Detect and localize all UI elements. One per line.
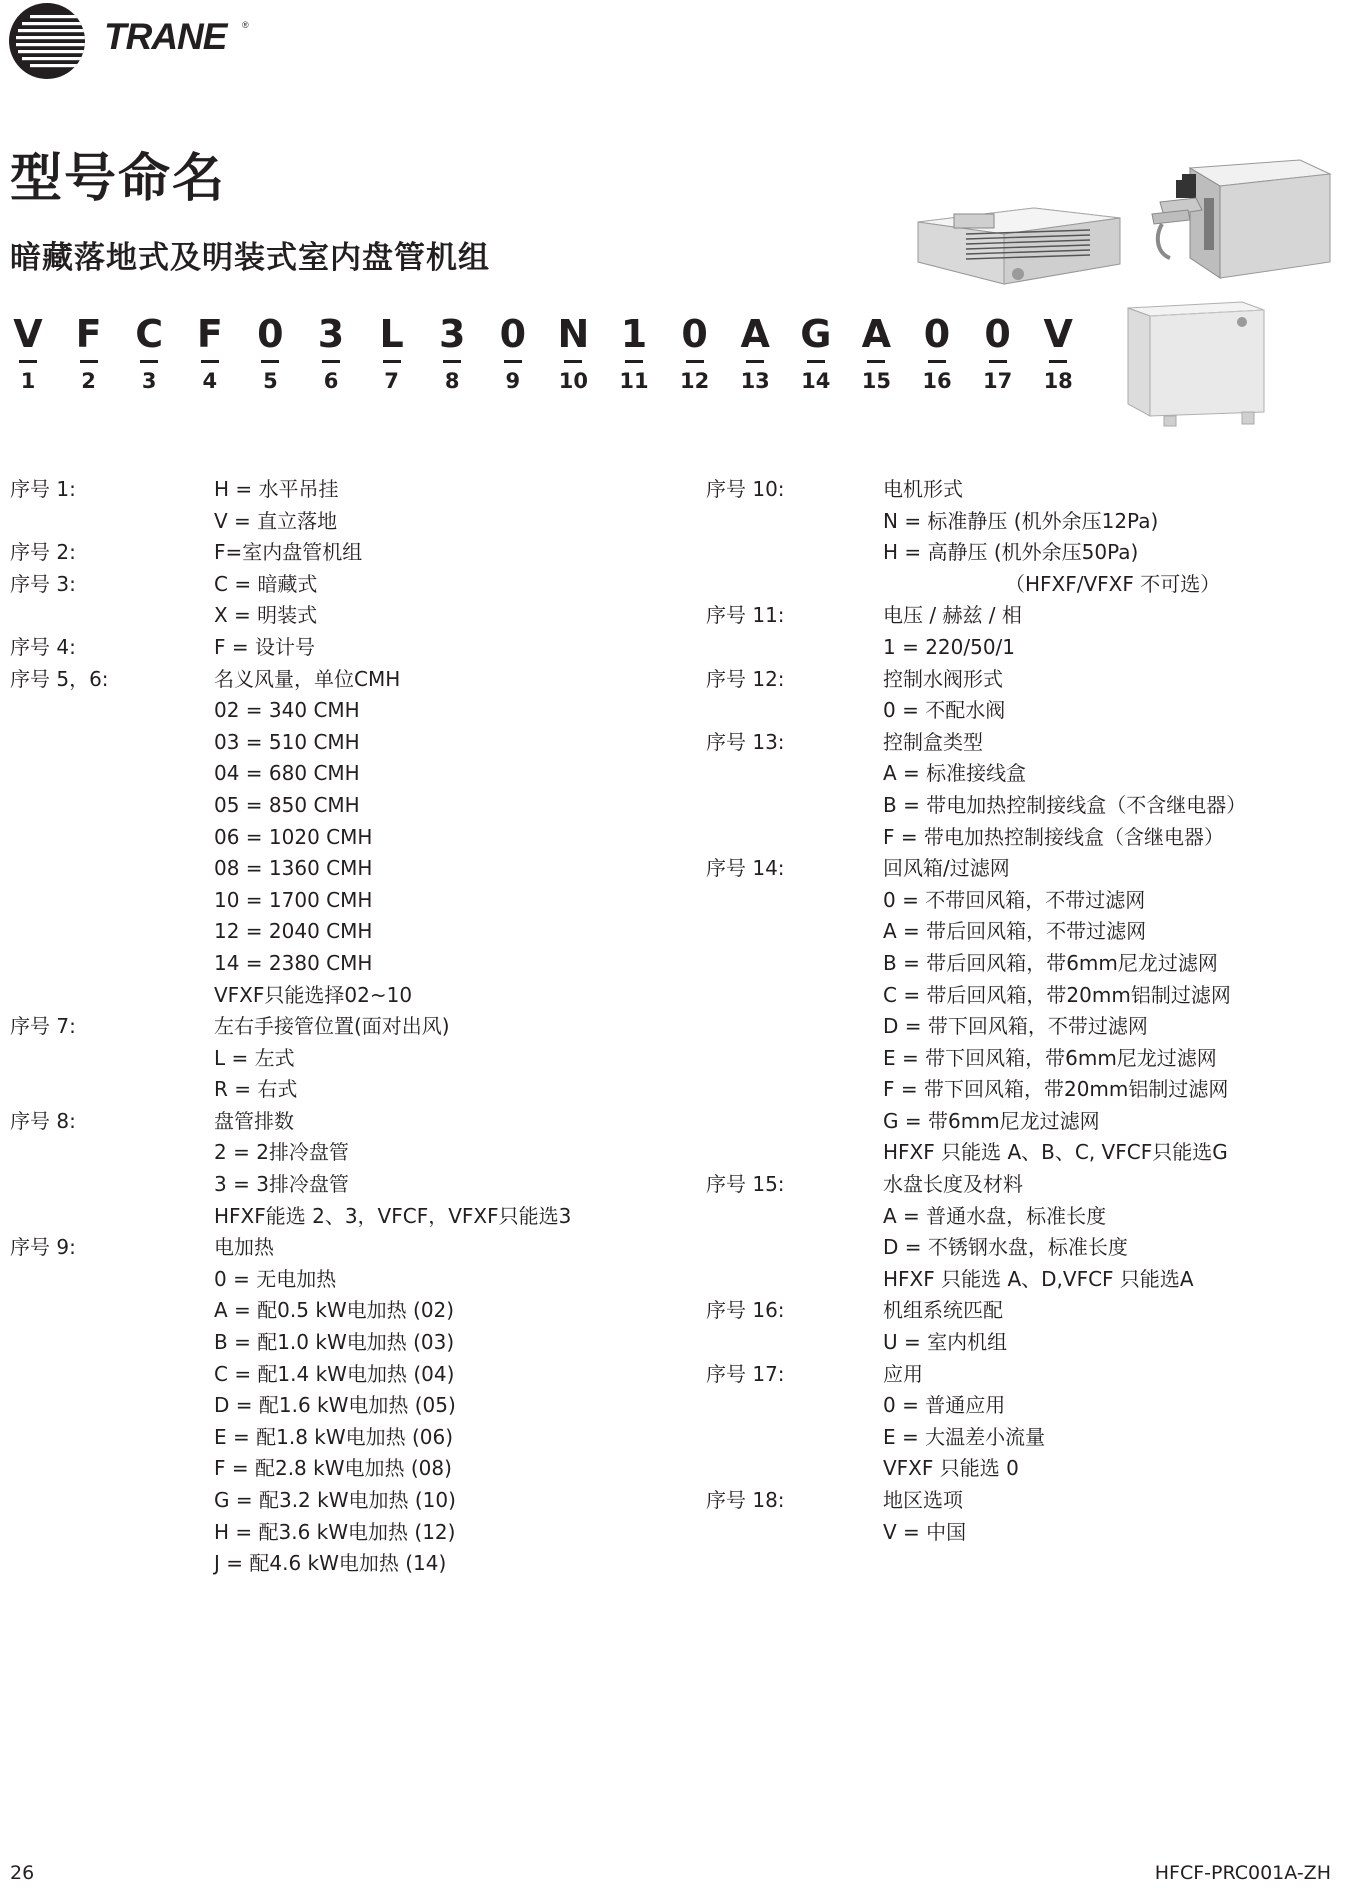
model-code-underline bbox=[201, 360, 219, 363]
spec-row bbox=[706, 1264, 1194, 1296]
spec-value: B = 带后回风箱，带6mm尼龙过滤网 bbox=[883, 950, 1218, 975]
model-code-position bbox=[126, 312, 172, 393]
model-code-underline bbox=[443, 360, 461, 363]
spec-row bbox=[706, 727, 983, 759]
trane-logo bbox=[8, 2, 268, 78]
spec-row bbox=[706, 1359, 923, 1391]
spec-value: 08 = 1360 CMH bbox=[214, 856, 373, 881]
spec-value: G = 配3.2 kW电加热 (10) bbox=[214, 1488, 456, 1512]
model-code-position bbox=[66, 312, 112, 393]
spec-row bbox=[706, 1169, 1023, 1201]
model-code-number: 7 bbox=[384, 369, 399, 393]
model-code-underline bbox=[807, 360, 825, 363]
model-code-letter: L bbox=[379, 312, 404, 356]
spec-value: HFXF能选 2、3，VFCF，VFXF只能选3 bbox=[214, 1203, 572, 1228]
model-code-letter: F bbox=[75, 312, 102, 356]
brand-wordmark: TRANE bbox=[104, 16, 227, 57]
spec-row bbox=[706, 1232, 1128, 1264]
spec-label: 序号 14: bbox=[706, 856, 785, 881]
spec-row bbox=[706, 1043, 1217, 1075]
spec-value: F = 配2.8 kW电加热 (08) bbox=[214, 1456, 452, 1481]
model-code-underline bbox=[867, 360, 885, 363]
model-code-letter: 0 bbox=[257, 312, 284, 356]
model-code-number: 8 bbox=[444, 369, 460, 393]
spec-value: G = 带6mm尼龙过滤网 bbox=[883, 1108, 1100, 1133]
section-title: 暗藏落地式及明装式室内盘管机组 bbox=[10, 240, 490, 276]
model-code-breakdown bbox=[0, 312, 1100, 392]
spec-value: A = 普通水盘，标准长度 bbox=[883, 1203, 1107, 1228]
model-code-position bbox=[732, 312, 778, 393]
model-code-position bbox=[793, 312, 839, 393]
spec-value: J = 配4.6 kW电加热 (14) bbox=[214, 1551, 447, 1576]
model-code-letter: N bbox=[557, 312, 590, 356]
spec-value: 0 = 普通应用 bbox=[883, 1393, 1006, 1418]
horizontal-concealed-unit-photo bbox=[914, 200, 1124, 296]
spec-row bbox=[706, 980, 1231, 1012]
model-code-letter: 0 bbox=[984, 312, 1011, 356]
model-code-number: 16 bbox=[922, 369, 952, 393]
spec-row bbox=[706, 822, 1224, 854]
spec-row bbox=[706, 474, 963, 506]
model-code-number: 18 bbox=[1043, 369, 1073, 393]
model-code-number: 6 bbox=[323, 369, 339, 393]
spec-value: B = 带电加热控制接线盒（不含继电器） bbox=[883, 792, 1247, 817]
model-code-underline bbox=[564, 360, 582, 363]
model-code-letter: A bbox=[861, 312, 892, 356]
spec-row bbox=[706, 695, 1006, 727]
model-code-letter: F bbox=[196, 312, 223, 356]
spec-value: D = 配1.6 kW电加热 (05) bbox=[214, 1393, 456, 1418]
spec-value: 2 = 2排冷盘管 bbox=[214, 1140, 349, 1165]
model-code-underline bbox=[19, 360, 37, 363]
spec-label: 序号 10: bbox=[706, 477, 785, 501]
spec-value: H = 水平吊挂 bbox=[214, 477, 339, 501]
spec-value: L = 左式 bbox=[214, 1045, 295, 1070]
model-code-underline bbox=[504, 360, 522, 363]
spec-label: 序号 15: bbox=[706, 1172, 785, 1197]
vertical-exposed-cabinet-unit-photo bbox=[1124, 300, 1270, 428]
model-code-position bbox=[853, 312, 899, 393]
spec-value: D = 不锈钢水盘，标准长度 bbox=[883, 1235, 1128, 1260]
spec-value: F = 设计号 bbox=[214, 634, 315, 659]
spec-value: 名义风量，单位CMH bbox=[214, 666, 401, 691]
model-code-position bbox=[490, 312, 536, 393]
model-code-letter: 3 bbox=[438, 312, 466, 356]
model-code-number: 4 bbox=[202, 369, 218, 393]
model-code-letter: G bbox=[800, 312, 832, 356]
spec-value: C = 配1.4 kW电加热 (04) bbox=[214, 1361, 455, 1386]
model-code-number: 10 bbox=[558, 369, 588, 393]
model-code-number: 2 bbox=[81, 369, 96, 393]
spec-value: 水盘长度及材料 bbox=[883, 1172, 1023, 1197]
spec-value: H = 高静压 (机外余压50Pa) bbox=[883, 540, 1139, 565]
spec-value: C = 暗藏式 bbox=[214, 571, 318, 596]
spec-value: 10 = 1700 CMH bbox=[214, 887, 373, 912]
spec-row bbox=[706, 569, 1221, 601]
model-code-number: 9 bbox=[505, 369, 521, 393]
model-code-letter: V bbox=[1043, 312, 1073, 356]
spec-value: 02 = 340 CMH bbox=[214, 698, 360, 723]
spec-row bbox=[706, 790, 1247, 822]
spec-row bbox=[706, 1295, 1003, 1327]
spec-value: 12 = 2040 CMH bbox=[214, 919, 373, 944]
spec-list-right bbox=[706, 474, 1247, 1548]
model-code-position bbox=[5, 312, 51, 393]
spec-row bbox=[706, 1011, 1148, 1043]
model-code-underline bbox=[746, 360, 764, 363]
spec-value: N = 标准静压 (机外余压12Pa) bbox=[883, 508, 1159, 533]
vertical-concealed-unit-photo bbox=[1140, 158, 1336, 280]
trane-circle-logo-icon bbox=[8, 2, 86, 80]
spec-row bbox=[706, 1453, 1019, 1485]
spec-value: 地区选项 bbox=[883, 1488, 963, 1512]
spec-value: E = 带下回风箱，带6mm尼龙过滤网 bbox=[883, 1045, 1217, 1070]
spec-label: 序号 16: bbox=[706, 1298, 785, 1323]
spec-row bbox=[706, 1074, 1229, 1106]
spec-label: 序号 13: bbox=[706, 729, 785, 754]
model-code-underline bbox=[928, 360, 946, 363]
spec-value: 控制盒类型 bbox=[883, 729, 983, 754]
spec-value: F = 带电加热控制接线盒（含继电器） bbox=[883, 824, 1224, 849]
model-code-number: 11 bbox=[619, 369, 649, 393]
spec-value: A = 标准接线盒 bbox=[883, 761, 1027, 786]
spec-value: 电加热 bbox=[214, 1235, 274, 1260]
spec-value: 机组系统匹配 bbox=[883, 1298, 1003, 1323]
spec-value: B = 配1.0 kW电加热 (03) bbox=[214, 1330, 455, 1355]
model-code-number: 1 bbox=[20, 369, 36, 393]
spec-value: VFXF 只能选 0 bbox=[883, 1456, 1019, 1481]
spec-value: 06 = 1020 CMH bbox=[214, 824, 373, 849]
model-code-letter: 0 bbox=[499, 312, 527, 356]
model-code-position bbox=[369, 312, 415, 393]
model-code-number: 12 bbox=[679, 369, 710, 393]
spec-value: 04 = 680 CMH bbox=[214, 761, 360, 786]
spec-row bbox=[706, 1106, 1100, 1138]
spec-value: 0 = 无电加热 bbox=[214, 1266, 337, 1291]
spec-row bbox=[706, 1327, 1008, 1359]
spec-value: 应用 bbox=[883, 1361, 923, 1386]
spec-row bbox=[706, 632, 1016, 664]
spec-value: V = 中国 bbox=[883, 1519, 967, 1544]
document-code: HFCF-PRC001A-ZH bbox=[1154, 1862, 1331, 1884]
spec-value: 14 = 2380 CMH bbox=[214, 950, 373, 975]
spec-value: 左右手接管位置(面对出风) bbox=[214, 1014, 450, 1039]
model-code-position bbox=[975, 312, 1021, 393]
model-code-number: 14 bbox=[801, 369, 831, 393]
model-code-letter: 3 bbox=[317, 312, 345, 356]
spec-label: 序号 12: bbox=[706, 666, 785, 691]
model-code-number: 15 bbox=[861, 369, 891, 393]
model-code-underline bbox=[261, 360, 279, 363]
spec-value: F=室内盘管机组 bbox=[214, 540, 363, 565]
spec-value: 回风箱/过滤网 bbox=[883, 856, 1010, 881]
spec-row bbox=[706, 1422, 1046, 1454]
model-code-number: 5 bbox=[263, 369, 278, 393]
spec-value: 电机形式 bbox=[883, 477, 963, 501]
spec-value: HFXF 只能选 A、B、C, VFCF只能选G bbox=[883, 1140, 1228, 1165]
model-code-position bbox=[308, 312, 354, 393]
spec-value: 03 = 510 CMH bbox=[214, 729, 360, 754]
spec-label: 序号 11: bbox=[706, 603, 785, 628]
spec-row bbox=[706, 1517, 967, 1549]
spec-value: 0 = 不带回风箱，不带过滤网 bbox=[883, 887, 1146, 912]
spec-value: R = 右式 bbox=[214, 1077, 298, 1102]
spec-value: 3 = 3排冷盘管 bbox=[214, 1172, 349, 1197]
spec-value: H = 配3.6 kW电加热 (12) bbox=[214, 1519, 456, 1544]
spec-row bbox=[706, 537, 1139, 569]
spec-value: A = 配0.5 kW电加热 (02) bbox=[214, 1298, 455, 1323]
model-code-letter: 0 bbox=[923, 312, 951, 356]
spec-row bbox=[706, 916, 1147, 948]
spec-value: 控制水阀形式 bbox=[883, 666, 1003, 691]
model-code-underline bbox=[686, 360, 704, 363]
spec-value: 1 = 220/50/1 bbox=[883, 634, 1016, 659]
spec-value: V = 直立落地 bbox=[214, 508, 338, 533]
spec-value: C = 带后回风箱，带20mm铝制过滤网 bbox=[883, 982, 1231, 1007]
spec-value: VFXF只能选择02~10 bbox=[214, 982, 413, 1007]
spec-value: 05 = 850 CMH bbox=[214, 792, 360, 817]
model-code-underline bbox=[322, 360, 340, 363]
spec-row bbox=[706, 506, 1159, 538]
model-code-position bbox=[672, 312, 718, 393]
model-code-letter: V bbox=[13, 312, 43, 356]
spec-value: HFXF 只能选 A、D,VFCF 只能选A bbox=[883, 1266, 1194, 1291]
spec-row bbox=[706, 853, 1010, 885]
model-code-position bbox=[187, 312, 233, 393]
model-code-position bbox=[611, 312, 657, 393]
model-code-position bbox=[1035, 312, 1081, 393]
spec-row bbox=[706, 1201, 1107, 1233]
model-code-position bbox=[429, 312, 475, 393]
spec-row bbox=[706, 758, 1027, 790]
spec-row bbox=[706, 1390, 1006, 1422]
model-code-letter: 0 bbox=[681, 312, 708, 356]
spec-value: U = 室内机组 bbox=[883, 1330, 1008, 1355]
model-code-underline bbox=[80, 360, 98, 363]
spec-value: 电压 / 赫兹 / 相 bbox=[883, 603, 1022, 628]
spec-value: 盘管排数 bbox=[214, 1108, 294, 1133]
spec-value: E = 配1.8 kW电加热 (06) bbox=[214, 1424, 454, 1449]
model-code-number: 13 bbox=[740, 369, 770, 393]
spec-value: E = 大温差小流量 bbox=[883, 1424, 1046, 1449]
spec-value: （HFXF/VFXF 不可选） bbox=[1005, 571, 1221, 596]
model-code-underline bbox=[1049, 360, 1067, 363]
page-title: 型号命名 bbox=[10, 149, 227, 209]
spec-value: D = 带下回风箱，不带过滤网 bbox=[883, 1014, 1148, 1039]
spec-value: X = 明装式 bbox=[214, 603, 318, 628]
spec-value: A = 带后回风箱，不带过滤网 bbox=[883, 919, 1147, 944]
spec-row bbox=[706, 664, 1003, 696]
spec-row bbox=[706, 885, 1146, 917]
registered-mark: ® bbox=[242, 20, 249, 30]
model-code-position bbox=[247, 312, 293, 393]
model-code-number: 17 bbox=[982, 369, 1013, 393]
model-code-number: 3 bbox=[141, 369, 157, 393]
spec-label: 序号 18: bbox=[706, 1488, 785, 1512]
spec-row bbox=[706, 1485, 963, 1517]
spec-value: 0 = 不配水阀 bbox=[883, 698, 1006, 723]
model-code-position bbox=[914, 312, 960, 393]
spec-value: F = 带下回风箱，带20mm铝制过滤网 bbox=[883, 1077, 1229, 1102]
model-code-underline bbox=[140, 360, 158, 363]
model-code-underline bbox=[625, 360, 643, 363]
model-code-position bbox=[550, 312, 596, 393]
spec-label: 序号 17: bbox=[706, 1361, 785, 1386]
model-code-underline bbox=[989, 360, 1007, 363]
spec-row bbox=[706, 1137, 1228, 1169]
model-code-underline bbox=[383, 360, 401, 363]
spec-row bbox=[706, 948, 1218, 980]
model-code-letter: A bbox=[740, 312, 770, 356]
model-code-letter: C bbox=[135, 312, 164, 356]
spec-row bbox=[706, 600, 1022, 632]
page-number: 26 bbox=[10, 1862, 35, 1884]
model-code-letter: 1 bbox=[620, 312, 648, 356]
